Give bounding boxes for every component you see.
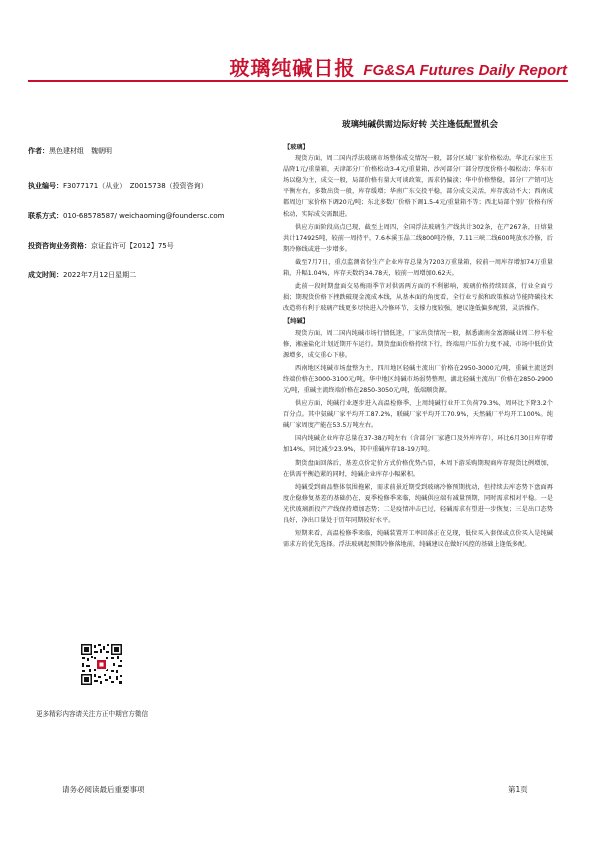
footer-disclaimer: 请务必阅读最后重要事项 bbox=[62, 785, 145, 794]
soda-paragraph: 供应方面，纯碱行业逐步进入高温检修季，上周纯碱行业开工负荷79.3%，周环比下降3.2个百分点。其中氨碱厂家平均开工87.2%，联碱厂家平均开工70.9%，天然碱厂平均开工100%。纯碱厂家周度产能在53.5万吨左右。 bbox=[283, 400, 553, 430]
glass-paragraph: 此前一段时期盘面交易梅雨季节对供需两方面的不利影响，玻璃价格持续回落，行业全面亏损；期现货价格下挫跌破现金流成本线，从基本面的角度看，全行业亏损和政策推动节能降碳技术改造将有利于玻璃产线更多尽快进入冷修环节，支撑力度较强，建议逢低偏多配置，灵活操作。 bbox=[283, 283, 553, 313]
glass-paragraph: 供应方面阶段高点已现，截至上周四，全国浮法玻璃生产线共计302条，在产267条，日熔量共计174925吨，较前一周持平。7.6本溪玉晶二线800吨冷修，7.11三峡二线600吨放水冷修，后期冷修线或进一步增多。 bbox=[283, 223, 553, 253]
page-number: 第1页 bbox=[508, 785, 528, 794]
report-header bbox=[0, 52, 567, 81]
qualification-value: 京证监许可【2012】75号 bbox=[91, 242, 174, 250]
glass-paragraph: 截至7月7日，重点监测省份生产企业库存总量为7203万重量箱，较前一周库存增加74万重量箱，升幅1.04%，库存天数约34.78天，较前一周增加0.62天。 bbox=[283, 258, 553, 278]
glass-section-heading: 【玻璃】 bbox=[284, 144, 309, 151]
soda-paragraph: 国内纯碱企业库存总量在37-38万吨左右（含部分厂家港口及外库库存），环比6月30日库存增加14%，同比减少23.9%，其中重碱库存18-19万吨。 bbox=[283, 435, 553, 454]
report-title: 玻璃纯碱供需边际好转 关注逢低配置机会 bbox=[342, 120, 498, 130]
soda-section-heading: 【纯碱】 bbox=[284, 318, 309, 326]
contact-value: 010-68578587/ weichaoming@foundersc.com bbox=[63, 212, 225, 220]
qr-caption: 更多精彩内容请关注方正中期官方微信 bbox=[36, 710, 149, 718]
glass-paragraph: 现货方面，周二国内浮法玻璃市场整体成交情况一般，部分区域厂家价格松动。华北石家庄玉晶降1元/重量箱，天津部分厂价格松动3-4元/重量箱，沙河部分厂部分厚度价格小幅松动；华东市场以稳为主，成交一般，局部价格有量大可谈政策，需求仍偏淡；华中价格整稳，部分厂产销可达平衡左右，多数出货一般，库存缓增；华南广东交投平稳，部分成交灵活，库存波动不大；西南成都周边厂家价格下调20元/吨；东北多数厂价格下调1.5-4元/重量箱不等；西北局部个别厂价格有所松动，实际成交需跟进。 bbox=[283, 155, 553, 218]
date-label: 成文时间： bbox=[28, 271, 63, 279]
qr-code-icon bbox=[80, 643, 123, 686]
author-line bbox=[28, 146, 268, 156]
soda-paragraph: 现货方面，周二国内纯碱市场行情低迷，厂家出货情况一般，据悉湖南金富源碱业周二停车检修，湘潼盐化计划近期开车运行。期货盘面价格持续下行，终端用户压价力度不减，市场中低价货源增多，成交重心下移。 bbox=[283, 329, 553, 359]
soda-paragraph: 纯碱受到商品整体氛围拖累，需求前景近期受到玻璃冷修预期扰动，但持续去库态势下盘面再度企稳修复基差的基础仍在，夏季检修季来临，纯碱供应端有减量预期，同时需求相对平稳。一是光伏玻璃新投产产线保持增加态势；二是疫情冲击已过，轻碱需求有望进一步恢复；三是出口态势良好，净出口量处于历年同期较好水平。 bbox=[283, 483, 553, 524]
report-body bbox=[283, 142, 553, 552]
contact-line bbox=[28, 211, 268, 221]
contact-label: 联系方式： bbox=[28, 212, 63, 220]
soda-paragraph: 短期来看，高温检修季来临，纯碱装置开工率回落正在兑现，低位买入套保或点价买入是纯碱需求方的优先选择。浮法玻璃起预期冷修落地前，纯碱建议在做好风控的基础上逢低多配。 bbox=[283, 530, 553, 549]
header-title-en: FG&SA Futures Daily Report bbox=[363, 62, 567, 79]
soda-paragraph: 西南地区纯碱市场盘整为主，四川地区轻碱主流出厂价格在2950-3000元/吨，重碱主流送到终端价格在3000-3100元/吨。华中地区纯碱市场弱势整理，湖北轻碱主流出厂价格在2850-2900元/吨，重碱主流终端价格在2850-3050元/吨，低端顺货源。 bbox=[283, 364, 553, 394]
date-value: 2022年7月12日星期二 bbox=[63, 271, 137, 279]
qualification-label: 投资咨询业务资格： bbox=[28, 242, 91, 250]
author-value: 黑色建材组 魏朝明 bbox=[49, 147, 112, 155]
header-title-cn: 玻璃纯碱日报 bbox=[229, 56, 356, 80]
license-line bbox=[28, 181, 268, 191]
date-line bbox=[28, 270, 268, 280]
author-label: 作者： bbox=[28, 147, 49, 155]
soda-paragraph: 期货盘面回落后，基差点价定价方式价格优势凸显，本周下游采购期现商库存现货比例增加，在供需平衡趋紧的同时，纯碱企业库存小幅累积。 bbox=[283, 459, 553, 478]
qualification-line bbox=[28, 241, 268, 251]
header-divider bbox=[28, 80, 568, 82]
license-value: F3077171（从业） Z0015738（投资咨询） bbox=[63, 182, 208, 190]
license-label: 执业编号： bbox=[28, 182, 63, 190]
